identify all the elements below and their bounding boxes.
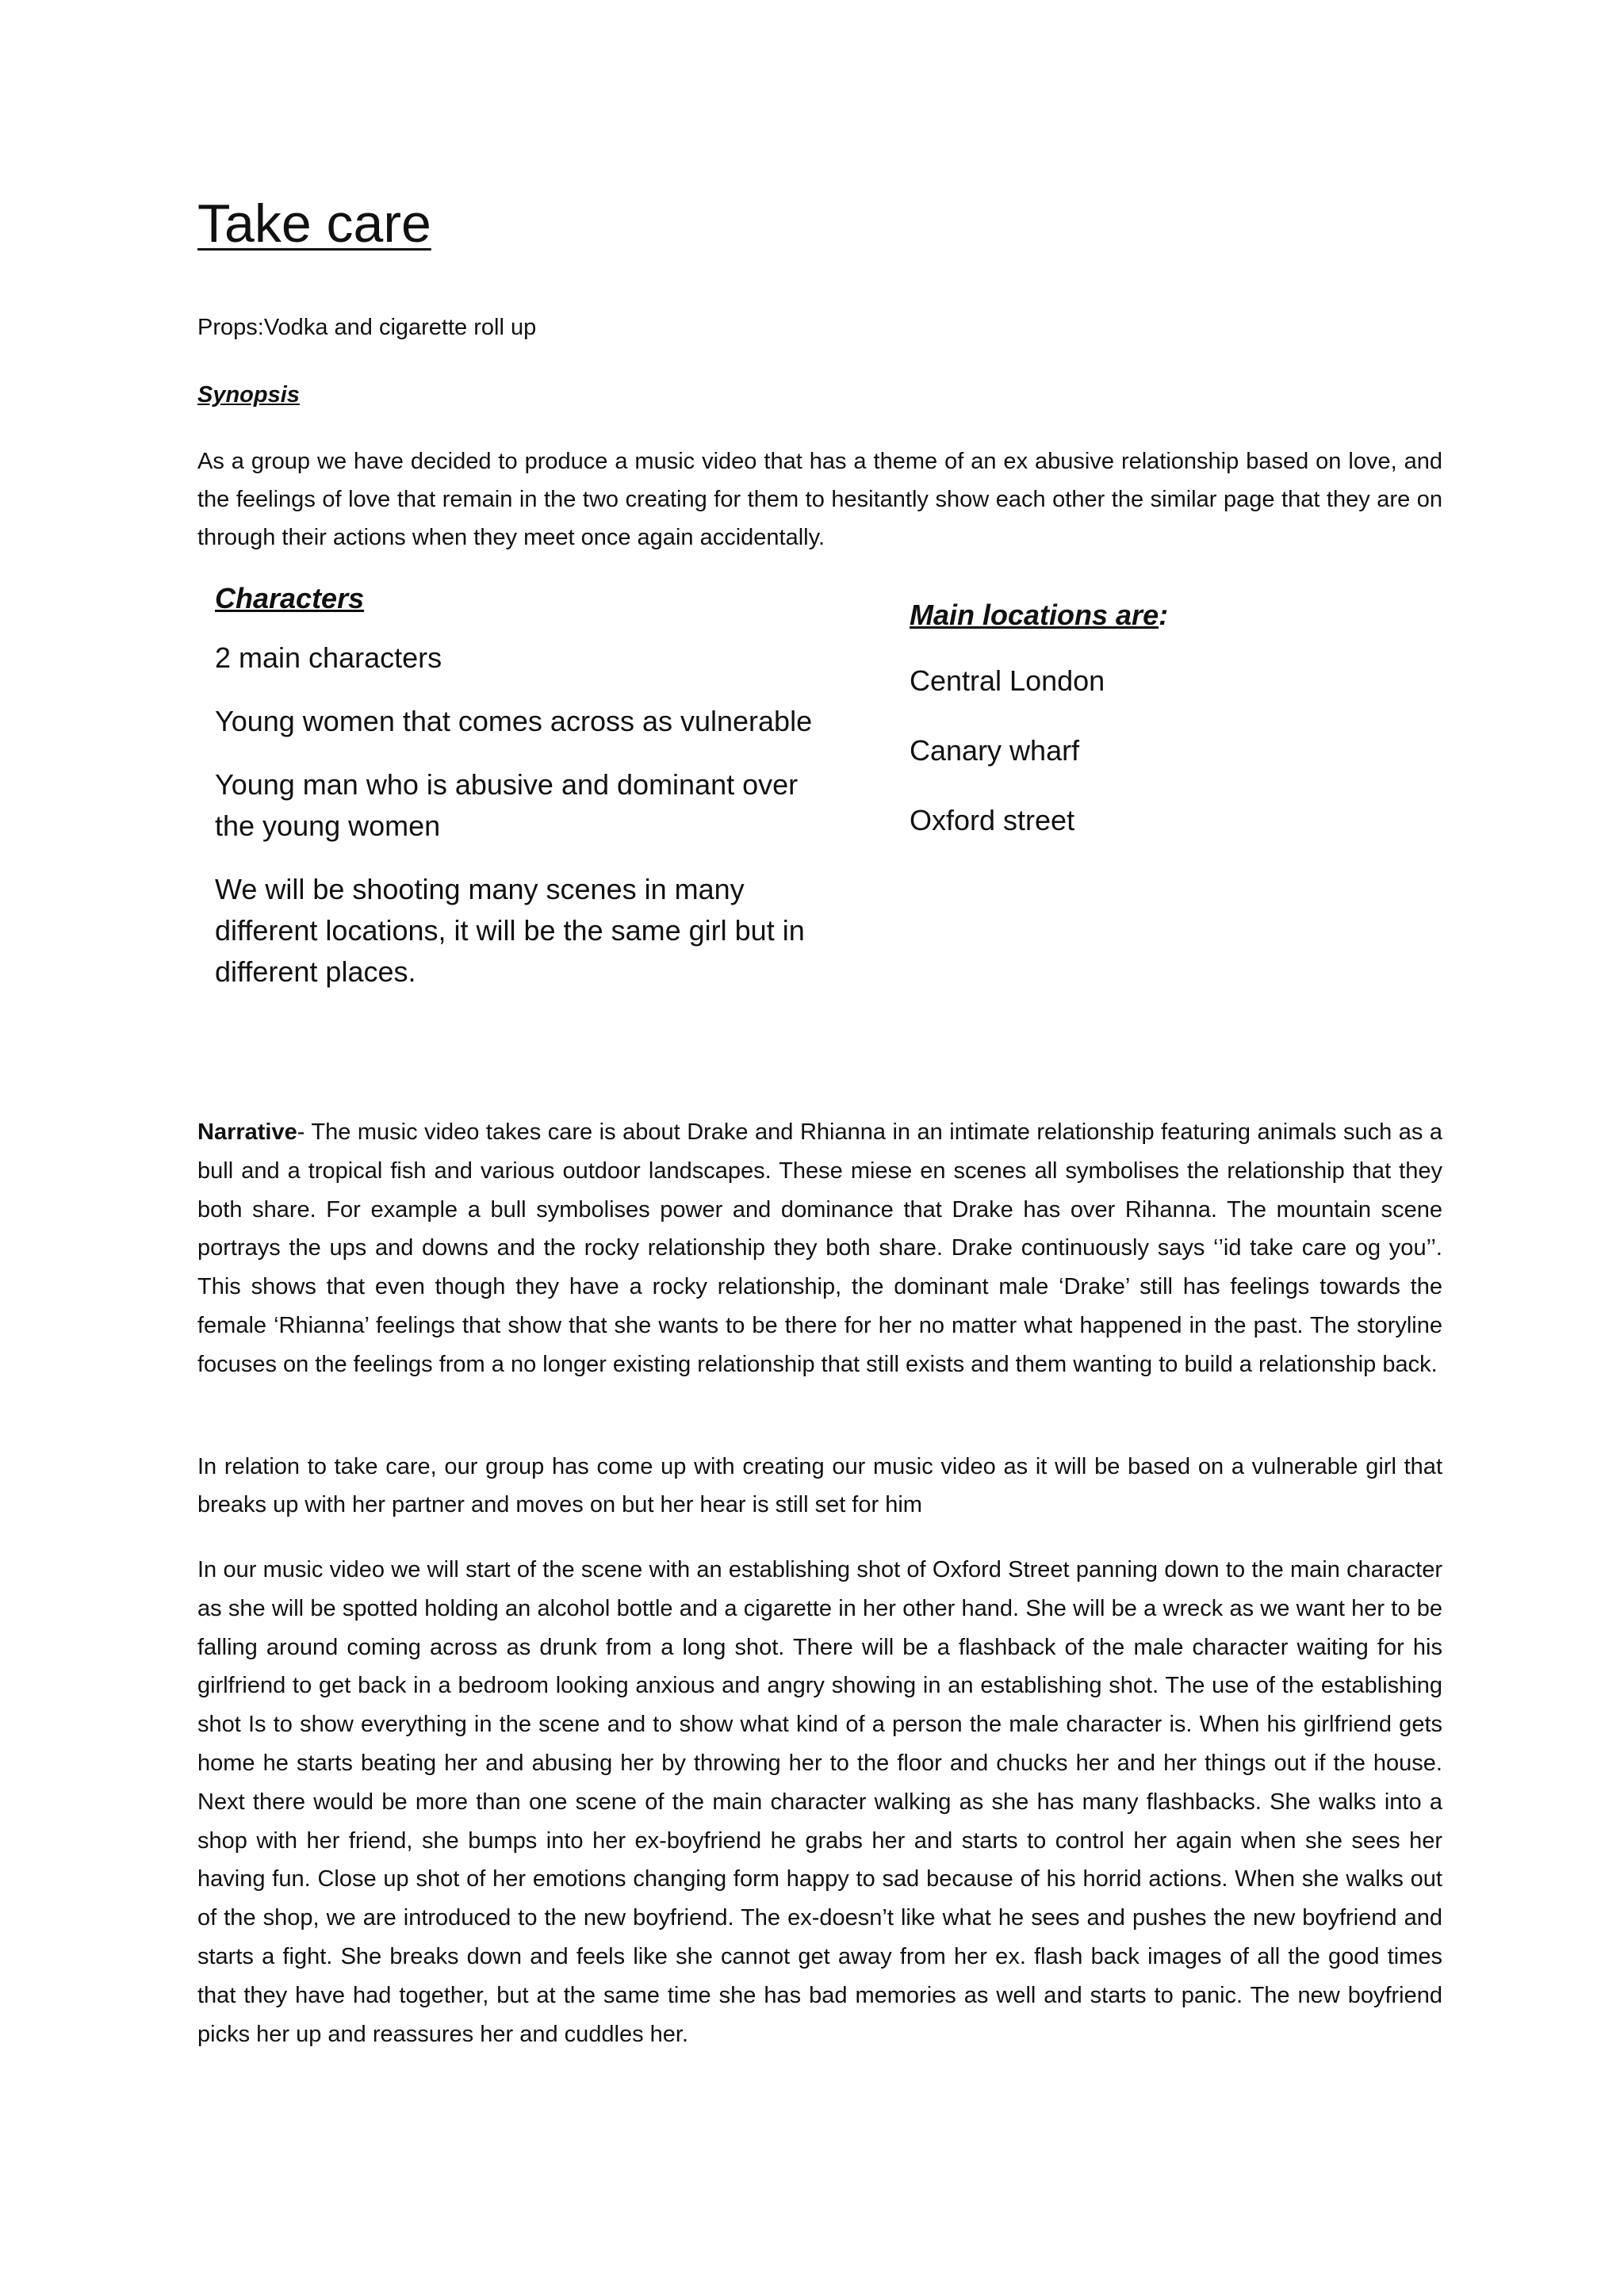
narrative-text: - The music video takes care is about Drake and Rhianna in an intimate relationship featuring animals such as a bull and a tropical fish and various outdoor landscapes. These miese en scenes all symbolises the relationship that they both share. For example a bull symbolises power and dominance that Drake has over Rihanna. The mountain scene portrays the ups and downs and the rocky relationship they both share. Drake continuously says ‘’id take care og you’’. This shows that even though they have a rocky relationship, the dominant male ‘Drake’ still has feelings towards the female ‘Rhianna’ feelings that show that she wants to be there for her no matter what happened in the past. The storyline focuses on the feelings from a no longer existing relationship that still exists and them wanting to build a relationship back. bbox=[197, 1119, 1442, 1377]
narrative-label: Narrative bbox=[197, 1119, 297, 1145]
music-video-paragraph: In our music video we will start of the scene with an establishing shot of Oxford Street panning down to the main character as she will be spotted holding an alcohol bottle and a cigarette in her other hand. She will be a wreck as we want her to be falling around coming across as drunk from a long shot. There will be a flashback of the male character waiting for his girlfriend to get back in a bedroom looking anxious and angry showing in an establishing shot. The use of the establishing shot Is to show everything in the scene and to show what kind of a person the male character is. When his girlfriend gets home he starts beating her and abusing her by throwing her to the floor and chucks her and her things out if the house. Next there would be more than one scene of the main character walking as she has many flashbacks. She walks into a shop with her friend, she bumps into her ex-boyfriend he grabs her and starts to control her again when she sees her having fun. Close up shot of her emotions changing form happy to sad because of his horrid actions. When she walks out of the shop, we are introduced to the new boyfriend. The ex-doesn’t like what he sees and pushes the new boyfriend and starts a fight. She breaks down and feels like she cannot get away from her ex. flash back images of all the good times that they have had together, but at the same time she has bad memories as well and starts to panic. The new boyfriend picks her up and reassures her and cuddles her. bbox=[197, 1557, 1442, 2047]
location-item: Oxford street bbox=[910, 804, 1075, 836]
characters-item: Young man who is abusive and dominant over the young women bbox=[215, 768, 799, 842]
characters-item: Young women that comes across as vulnerable bbox=[215, 705, 813, 737]
locations-heading-colon: : bbox=[1159, 599, 1169, 631]
narrative-paragraph bbox=[197, 1113, 1442, 1384]
locations-heading-text: Main locations are bbox=[910, 599, 1159, 631]
characters-heading: Characters bbox=[215, 582, 365, 614]
props-line: Props:Vodka and cigarette roll up bbox=[197, 315, 537, 340]
relation-paragraph: In relation to take care, our group has come up with creating our music video as it will be based on a vulnerable girl that breaks up with her partner and moves on but her hear is still set for him bbox=[197, 1454, 1442, 1517]
synopsis-heading: Synopsis bbox=[197, 382, 300, 408]
locations-section bbox=[910, 599, 1465, 870]
characters-item: 2 main characters bbox=[215, 641, 442, 674]
locations-heading bbox=[910, 599, 1465, 632]
characters-item: We will be shooting many scenes in many different locations, it will be the same girl but in different places. bbox=[215, 873, 805, 988]
document-title: Take care bbox=[197, 193, 431, 254]
characters-section bbox=[215, 582, 818, 1015]
synopsis-paragraph: As a group we have decided to produce a music video that has a theme of an ex abusive relationship based on love, and the feelings of love that remain in the two creating for them to hesitantly show each other the similar page that they are on through their actions when they meet once again accidentally. bbox=[197, 449, 1442, 550]
location-item: Canary wharf bbox=[910, 734, 1080, 767]
location-item: Central London bbox=[910, 664, 1105, 697]
